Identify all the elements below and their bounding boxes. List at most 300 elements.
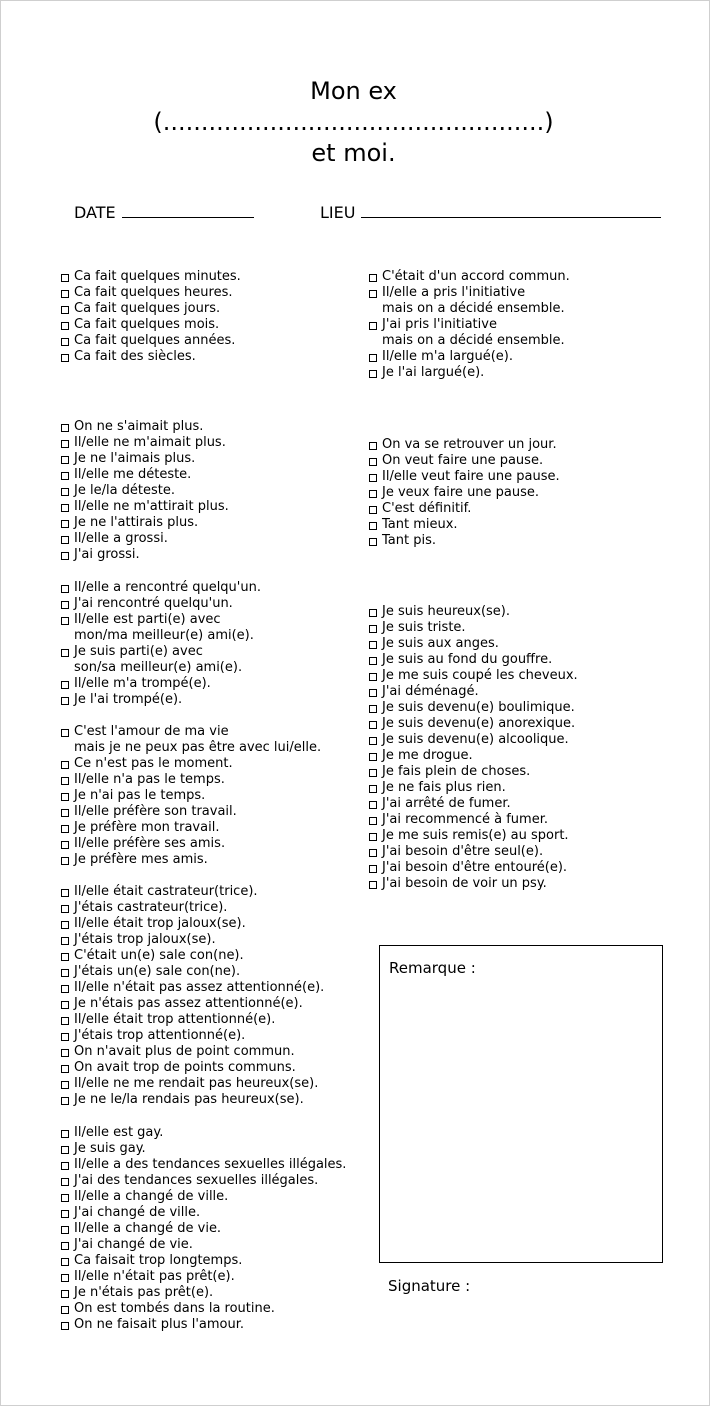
checklist-item bbox=[369, 716, 578, 732]
checklist-item bbox=[61, 333, 241, 349]
checklist-item-line: On veut faire une pause. bbox=[382, 453, 544, 468]
checklist-item-text bbox=[74, 1012, 275, 1028]
checklist-item-line: Je suis devenu(e) alcoolique. bbox=[382, 732, 569, 747]
checklist-item-text bbox=[382, 317, 565, 349]
checklist-item-line: Il/elle était castrateur(trice). bbox=[74, 884, 258, 899]
checklist-item-text bbox=[382, 604, 510, 620]
checkbox[interactable] bbox=[61, 424, 69, 432]
checklist-item bbox=[61, 1012, 324, 1028]
checklist-item-line: J'ai pris l'initiative bbox=[382, 317, 497, 332]
checklist-item-text bbox=[74, 900, 227, 916]
checklist-item-line: J'ai besoin d'être seul(e). bbox=[382, 844, 544, 859]
checkbox[interactable] bbox=[61, 1130, 69, 1138]
checklist-character bbox=[61, 884, 324, 1108]
checklist-item-text bbox=[382, 437, 557, 453]
checkbox[interactable] bbox=[61, 1194, 69, 1202]
lieu-blank-line[interactable] bbox=[361, 203, 661, 218]
checklist-item bbox=[61, 435, 229, 451]
checklist-item-text bbox=[74, 451, 195, 467]
checklist-item-line: Il/elle est parti(e) avec bbox=[74, 612, 221, 627]
checklist-item-text bbox=[74, 916, 246, 932]
checkbox[interactable] bbox=[61, 617, 69, 625]
checklist-item-text bbox=[382, 684, 479, 700]
checklist-item-line: J'ai rencontré quelqu'un. bbox=[74, 596, 233, 611]
checklist-item-text bbox=[74, 1141, 146, 1157]
checklist-item bbox=[369, 748, 578, 764]
checkbox[interactable] bbox=[61, 338, 69, 346]
checklist-item-text bbox=[74, 1301, 275, 1317]
checklist-item bbox=[369, 501, 560, 517]
checkbox[interactable] bbox=[369, 865, 377, 873]
checkbox[interactable] bbox=[61, 472, 69, 480]
checklist-item bbox=[369, 668, 578, 684]
checklist-item-text bbox=[74, 547, 140, 563]
checkbox[interactable] bbox=[61, 729, 69, 737]
checkbox[interactable] bbox=[61, 552, 69, 560]
checklist-item bbox=[61, 1060, 324, 1076]
checklist-item-line: Il/elle a rencontré quelqu'un. bbox=[74, 580, 261, 595]
checklist-initiative bbox=[369, 269, 570, 381]
checklist-item bbox=[61, 1044, 324, 1060]
title-line-1: Mon ex bbox=[310, 77, 397, 105]
checklist-item-line: J'ai changé de ville. bbox=[74, 1205, 201, 1220]
checkbox[interactable] bbox=[61, 1033, 69, 1041]
checkbox[interactable] bbox=[369, 322, 377, 330]
checkbox[interactable] bbox=[61, 1178, 69, 1186]
checklist-item-line: On n'avait plus de point commun. bbox=[74, 1044, 295, 1059]
checklist-item-text bbox=[74, 756, 233, 772]
checklist-item-text bbox=[382, 700, 575, 716]
checklist-item-line: Je le/la déteste. bbox=[74, 483, 176, 498]
checklist-item-text bbox=[382, 668, 578, 684]
checklist-item bbox=[369, 780, 578, 796]
checklist-item-text bbox=[74, 515, 198, 531]
checklist-item bbox=[369, 764, 578, 780]
remark-label: Remarque : bbox=[389, 959, 476, 977]
checklist-item bbox=[369, 485, 560, 501]
checklist-item-line: C'était un(e) sale con(ne). bbox=[74, 948, 244, 963]
checklist-item-line: Ca fait quelques heures. bbox=[74, 285, 233, 300]
checklist-item-line: Tant pis. bbox=[382, 533, 436, 548]
checklist-item bbox=[369, 828, 578, 844]
checklist-item-text bbox=[74, 644, 242, 676]
checklist-item bbox=[369, 349, 570, 365]
checklist-item-text bbox=[382, 716, 575, 732]
checkbox[interactable] bbox=[369, 753, 377, 761]
checklist-item bbox=[369, 812, 578, 828]
checkbox[interactable] bbox=[369, 737, 377, 745]
checklist-item-line: Je suis au fond du gouffre. bbox=[382, 652, 553, 667]
checklist-item-text bbox=[74, 1269, 235, 1285]
checkbox[interactable] bbox=[61, 1322, 69, 1330]
checklist-item bbox=[369, 365, 570, 381]
checklist-item-text bbox=[74, 980, 324, 996]
checkbox[interactable] bbox=[369, 625, 377, 633]
signature-label: Signature : bbox=[388, 1277, 471, 1295]
checklist-item-line: Il/elle a changé de vie. bbox=[74, 1221, 222, 1236]
checklist-item bbox=[61, 1301, 346, 1317]
checklist-item-line: Je suis triste. bbox=[382, 620, 466, 635]
checkbox[interactable] bbox=[369, 801, 377, 809]
checklist-item-text bbox=[382, 796, 511, 812]
checkbox[interactable] bbox=[61, 306, 69, 314]
checklist-item-line: Il/elle n'a pas le temps. bbox=[74, 772, 225, 787]
checklist-item-text bbox=[74, 1189, 228, 1205]
checkbox[interactable] bbox=[61, 825, 69, 833]
checklist-item-line: Je ne fais plus rien. bbox=[382, 780, 506, 795]
checklist-item-text bbox=[74, 333, 235, 349]
checklist-item-line: J'étais trop jaloux(se). bbox=[74, 932, 216, 947]
checklist-item-text bbox=[382, 748, 473, 764]
checkbox[interactable] bbox=[61, 985, 69, 993]
checkbox[interactable] bbox=[61, 857, 69, 865]
checklist-item bbox=[369, 604, 578, 620]
checkbox[interactable] bbox=[61, 290, 69, 298]
checkbox[interactable] bbox=[61, 969, 69, 977]
checklist-feelings-lost bbox=[61, 419, 229, 563]
checklist-item bbox=[61, 900, 324, 916]
checklist-item-line: C'est l'amour de ma vie bbox=[74, 724, 229, 739]
checkbox[interactable] bbox=[61, 274, 69, 282]
checklist-item-text bbox=[74, 1044, 295, 1060]
checklist-item bbox=[61, 1173, 346, 1189]
checklist-item-text bbox=[74, 676, 211, 692]
checklist-item bbox=[61, 852, 321, 868]
checklist-someone-else bbox=[61, 580, 261, 708]
checklist-item bbox=[369, 469, 560, 485]
checklist-item-line: Il/elle était trop jaloux(se). bbox=[74, 916, 246, 931]
checklist-item-text bbox=[74, 804, 237, 820]
checkbox[interactable] bbox=[369, 474, 377, 482]
checklist-item-line: Je me suis remis(e) au sport. bbox=[382, 828, 569, 843]
checklist-item-text bbox=[382, 812, 548, 828]
checklist-item bbox=[61, 676, 261, 692]
checklist-item-line: Ca faisait trop longtemps. bbox=[74, 1253, 243, 1268]
checkbox[interactable] bbox=[61, 1242, 69, 1250]
checkbox[interactable] bbox=[369, 442, 377, 450]
checklist-item-line: Il/elle veut faire une pause. bbox=[382, 469, 560, 484]
checklist-item-text bbox=[74, 499, 229, 515]
checkbox[interactable] bbox=[61, 1049, 69, 1057]
checklist-item-line: mais on a décidé ensemble. bbox=[382, 301, 565, 316]
checklist-item-text bbox=[74, 349, 196, 365]
checklist-item bbox=[61, 499, 229, 515]
checklist-item-line: Il/elle préfère son travail. bbox=[74, 804, 237, 819]
checklist-item bbox=[61, 531, 229, 547]
checklist-item-line: Il/elle n'était pas assez attentionné(e). bbox=[74, 980, 325, 995]
checkbox[interactable] bbox=[61, 1274, 69, 1282]
checkbox[interactable] bbox=[61, 504, 69, 512]
checklist-item bbox=[61, 467, 229, 483]
checklist-item-line: Il/elle ne me rendait pas heureux(se). bbox=[74, 1076, 319, 1091]
checkbox[interactable] bbox=[369, 817, 377, 825]
checklist-item-line: J'ai des tendances sexuelles illégales. bbox=[74, 1173, 319, 1188]
checklist-item-text bbox=[382, 828, 569, 844]
lieu-field bbox=[320, 203, 661, 222]
checklist-item bbox=[369, 876, 578, 892]
checklist-item-line: Je me drogue. bbox=[382, 748, 473, 763]
checkbox[interactable] bbox=[61, 681, 69, 689]
checklist-item bbox=[61, 301, 241, 317]
checklist-item-text bbox=[74, 996, 303, 1012]
checkbox[interactable] bbox=[369, 881, 377, 889]
checkbox[interactable] bbox=[61, 697, 69, 705]
checklist-item bbox=[369, 453, 560, 469]
checklist-item bbox=[61, 1253, 346, 1269]
checklist-item-line: On avait trop de points communs. bbox=[74, 1060, 296, 1075]
checklist-item-text bbox=[74, 1060, 296, 1076]
checklist-item-line: Je veux faire une pause. bbox=[382, 485, 540, 500]
checklist-item bbox=[61, 612, 261, 644]
checklist-item-line: Je n'étais pas prêt(e). bbox=[74, 1285, 214, 1300]
checklist-item-line: Je me suis coupé les cheveux. bbox=[382, 668, 578, 683]
checklist-item bbox=[61, 884, 324, 900]
checkbox[interactable] bbox=[61, 953, 69, 961]
checkbox[interactable] bbox=[61, 585, 69, 593]
checklist-item-line: Je l'ai trompé(e). bbox=[74, 692, 183, 707]
title-line-2: (..................................................) bbox=[153, 108, 554, 136]
checklist-item bbox=[61, 1317, 346, 1333]
checklist-item-text bbox=[74, 1221, 221, 1237]
checkbox[interactable] bbox=[369, 506, 377, 514]
checklist-item bbox=[61, 596, 261, 612]
checkbox[interactable] bbox=[61, 1258, 69, 1266]
checkbox[interactable] bbox=[61, 793, 69, 801]
checkbox[interactable] bbox=[369, 522, 377, 530]
checklist-item-line: Je préfère mes amis. bbox=[74, 852, 208, 867]
checklist-item-line: C'était d'un accord commun. bbox=[382, 269, 570, 284]
checkbox[interactable] bbox=[369, 849, 377, 857]
checkbox[interactable] bbox=[369, 490, 377, 498]
checklist-item-text bbox=[74, 435, 226, 451]
checklist-item-line: J'ai arrêté de fumer. bbox=[382, 796, 511, 811]
checklist-item bbox=[369, 517, 560, 533]
checklist-item-line: Il/elle a changé de ville. bbox=[74, 1189, 229, 1204]
checklist-item-line: mais je ne peux pas être avec lui/elle. bbox=[74, 740, 322, 755]
checkbox[interactable] bbox=[61, 1001, 69, 1009]
checklist-item bbox=[369, 652, 578, 668]
checklist-item-line: Je suis devenu(e) boulimique. bbox=[382, 700, 575, 715]
checklist-item bbox=[369, 636, 578, 652]
checkbox[interactable] bbox=[61, 1162, 69, 1170]
checkbox[interactable] bbox=[61, 1210, 69, 1218]
checkbox[interactable] bbox=[61, 889, 69, 897]
title-line-3: et moi. bbox=[311, 139, 396, 167]
checkbox[interactable] bbox=[369, 673, 377, 681]
checklist-item-text bbox=[74, 692, 182, 708]
checklist-item-text bbox=[74, 772, 225, 788]
checklist-item-text bbox=[382, 860, 567, 876]
checkbox[interactable] bbox=[61, 1226, 69, 1234]
checkbox[interactable] bbox=[61, 322, 69, 330]
checkbox[interactable] bbox=[61, 937, 69, 945]
date-blank-line[interactable] bbox=[122, 203, 254, 218]
checklist-item bbox=[61, 547, 229, 563]
checklist-item-text bbox=[74, 820, 219, 836]
checkbox[interactable] bbox=[369, 641, 377, 649]
checkbox[interactable] bbox=[369, 689, 377, 697]
checklist-future bbox=[369, 437, 560, 549]
checklist-item bbox=[61, 964, 324, 980]
checkbox[interactable] bbox=[61, 1290, 69, 1298]
checkbox[interactable] bbox=[61, 841, 69, 849]
checklist-item bbox=[61, 980, 324, 996]
checklist-item-line: Je suis heureux(se). bbox=[382, 604, 511, 619]
checkbox[interactable] bbox=[61, 536, 69, 544]
checklist-item bbox=[61, 269, 241, 285]
checklist-item bbox=[369, 269, 570, 285]
checklist-item bbox=[61, 724, 321, 756]
checklist-item-line: On est tombés dans la routine. bbox=[74, 1301, 275, 1316]
checkbox[interactable] bbox=[369, 705, 377, 713]
checkbox[interactable] bbox=[61, 1306, 69, 1314]
checkbox[interactable] bbox=[369, 538, 377, 546]
checklist-item bbox=[61, 1125, 346, 1141]
checklist-item-line: Il/elle est gay. bbox=[74, 1125, 164, 1140]
checklist-item-line: Je ne le/la rendais pas heureux(se). bbox=[74, 1092, 304, 1107]
checklist-item bbox=[369, 285, 570, 317]
checklist-item-line: Ca fait des siècles. bbox=[74, 349, 196, 364]
checklist-item-text bbox=[74, 285, 233, 301]
checklist-item-line: Il/elle était trop attentionné(e). bbox=[74, 1012, 276, 1027]
checkbox[interactable] bbox=[369, 290, 377, 298]
checklist-item bbox=[61, 1205, 346, 1221]
checklist-item-text bbox=[74, 301, 220, 317]
checkbox[interactable] bbox=[61, 1146, 69, 1154]
checkbox[interactable] bbox=[369, 833, 377, 841]
checklist-item-text bbox=[74, 596, 233, 612]
checklist-item bbox=[61, 804, 321, 820]
checklist-item bbox=[61, 1237, 346, 1253]
checklist-item-line: Il/elle m'a trompé(e). bbox=[74, 676, 211, 691]
checklist-item-text bbox=[74, 269, 241, 285]
checklist-item bbox=[61, 1092, 324, 1108]
checklist-item-line: On va se retrouver un jour. bbox=[382, 437, 557, 452]
checkbox[interactable] bbox=[61, 354, 69, 362]
checkbox[interactable] bbox=[61, 921, 69, 929]
checklist-life-changes bbox=[61, 1125, 346, 1333]
checkbox[interactable] bbox=[369, 370, 377, 378]
checklist-item-text bbox=[74, 419, 203, 435]
checklist-item-line: J'ai grossi. bbox=[74, 547, 140, 562]
checkbox[interactable] bbox=[61, 809, 69, 817]
checklist-item bbox=[61, 451, 229, 467]
checklist-item-text bbox=[382, 285, 565, 317]
checklist-item bbox=[61, 349, 241, 365]
checklist-item-text bbox=[74, 1317, 244, 1333]
checklist-item-text bbox=[382, 469, 560, 485]
checklist-item-line: Il/elle m'a largué(e). bbox=[382, 349, 513, 364]
checklist-item-text bbox=[74, 317, 219, 333]
checklist-item-text bbox=[74, 1253, 242, 1269]
checklist-item-text bbox=[382, 636, 499, 652]
remark-box[interactable] bbox=[379, 945, 663, 1263]
checklist-item-line: Je n'étais pas assez attentionné(e). bbox=[74, 996, 303, 1011]
checkbox[interactable] bbox=[369, 657, 377, 665]
checkbox[interactable] bbox=[369, 769, 377, 777]
checkbox[interactable] bbox=[369, 609, 377, 617]
checkbox[interactable] bbox=[369, 458, 377, 466]
checklist-item-line: Il/elle a grossi. bbox=[74, 531, 168, 546]
checklist-item-text bbox=[382, 349, 513, 365]
checkbox[interactable] bbox=[369, 274, 377, 282]
checklist-item-line: son/sa meilleur(e) ami(e). bbox=[74, 660, 243, 675]
checkbox[interactable] bbox=[61, 777, 69, 785]
checklist-item-line: On ne s'aimait plus. bbox=[74, 419, 204, 434]
checkbox[interactable] bbox=[61, 1017, 69, 1025]
checklist-item-line: Il/elle a pris l'initiative bbox=[382, 285, 526, 300]
checklist-item-line: J'ai recommencé à fumer. bbox=[382, 812, 548, 827]
checklist-item-line: Ca fait quelques années. bbox=[74, 333, 236, 348]
checklist-item bbox=[61, 772, 321, 788]
checklist-item-text bbox=[382, 780, 506, 796]
date-label: DATE bbox=[74, 203, 116, 222]
checklist-item-text bbox=[74, 1125, 163, 1141]
checkbox[interactable] bbox=[369, 721, 377, 729]
checklist-item bbox=[61, 1157, 346, 1173]
checklist-item-line: Ca fait quelques jours. bbox=[74, 301, 221, 316]
checklist-item-text bbox=[74, 948, 244, 964]
checklist-item bbox=[369, 317, 570, 349]
checklist-item-text bbox=[382, 533, 436, 549]
checklist-item-text bbox=[382, 652, 552, 668]
checklist-item-text bbox=[74, 1237, 193, 1253]
checkbox[interactable] bbox=[61, 1097, 69, 1105]
checklist-item-text bbox=[74, 1092, 304, 1108]
checkbox[interactable] bbox=[61, 488, 69, 496]
checkbox[interactable] bbox=[61, 520, 69, 528]
checklist-item bbox=[61, 285, 241, 301]
checklist-item bbox=[61, 317, 241, 333]
checklist-item bbox=[61, 996, 324, 1012]
checkbox[interactable] bbox=[369, 785, 377, 793]
checkbox[interactable] bbox=[61, 905, 69, 913]
checklist-item-text bbox=[74, 788, 205, 804]
checklist-item-text bbox=[74, 1285, 213, 1301]
checklist-item-text bbox=[74, 1076, 318, 1092]
checkbox[interactable] bbox=[61, 601, 69, 609]
checkbox[interactable] bbox=[369, 354, 377, 362]
checklist-item bbox=[369, 796, 578, 812]
checklist-item-text bbox=[382, 876, 547, 892]
checklist-item-line: Je suis aux anges. bbox=[382, 636, 499, 651]
page-title bbox=[1, 76, 706, 169]
checkbox[interactable] bbox=[61, 1065, 69, 1073]
checklist-item-line: Il/elle ne m'aimait plus. bbox=[74, 435, 226, 450]
checklist-item-text bbox=[74, 884, 258, 900]
checklist-item-text bbox=[382, 620, 466, 636]
checklist-item bbox=[61, 1269, 346, 1285]
checkbox[interactable] bbox=[61, 649, 69, 657]
checklist-item-text bbox=[74, 932, 216, 948]
checklist-item bbox=[61, 948, 324, 964]
checklist-item-text bbox=[74, 612, 254, 644]
checklist-timing bbox=[61, 724, 321, 868]
checklist-item-line: C'est définitif. bbox=[382, 501, 472, 516]
checklist-item bbox=[369, 620, 578, 636]
checklist-item-line: Il/elle ne m'attirait plus. bbox=[74, 499, 229, 514]
checklist-item-text bbox=[74, 531, 168, 547]
checkbox[interactable] bbox=[61, 1081, 69, 1089]
checkbox[interactable] bbox=[61, 440, 69, 448]
checklist-item-line: Il/elle a des tendances sexuelles illégales. bbox=[74, 1157, 347, 1172]
checklist-item bbox=[61, 788, 321, 804]
checkbox[interactable] bbox=[61, 456, 69, 464]
checkbox[interactable] bbox=[61, 761, 69, 769]
checklist-item-line: Il/elle n'était pas prêt(e). bbox=[74, 1269, 235, 1284]
checklist-item-text bbox=[74, 1157, 346, 1173]
checklist-item-line: J'ai besoin de voir un psy. bbox=[382, 876, 547, 891]
